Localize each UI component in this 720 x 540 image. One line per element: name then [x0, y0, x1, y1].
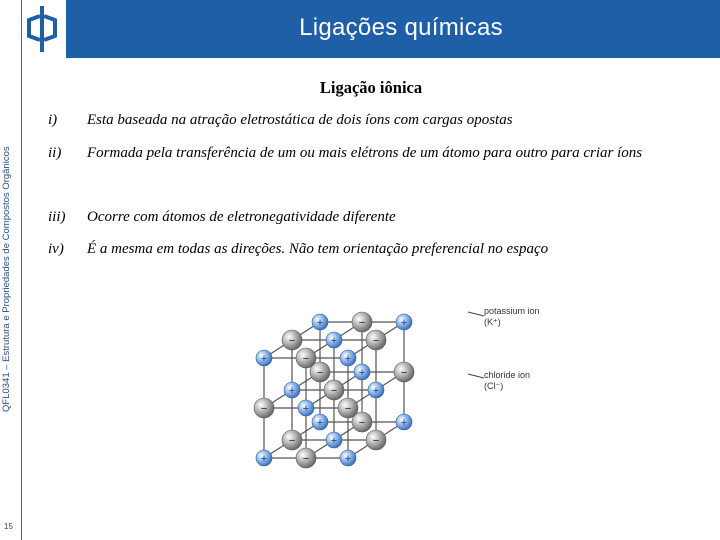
item-text: Ocorre com átomos de eletronegatividade diferente	[87, 209, 396, 225]
plus-sign: +	[372, 385, 380, 397]
minus-sign: −	[358, 417, 366, 429]
logo-icon	[25, 6, 59, 52]
university-logo	[22, 0, 66, 58]
minus-sign: −	[288, 335, 296, 347]
potassium-formula: (K⁺)	[484, 317, 501, 327]
crystal-lattice-diagram	[236, 268, 546, 498]
list-item	[48, 112, 698, 135]
plus-sign: +	[330, 435, 338, 447]
item-text: Esta baseada na atração eletrostática de dois íons com cargas opostas	[87, 112, 513, 128]
minus-sign: −	[316, 367, 324, 379]
minus-sign: −	[302, 353, 310, 365]
potassium-label: potassium ion	[484, 306, 540, 316]
item-number: ii)	[48, 145, 62, 161]
plus-sign: +	[358, 367, 366, 379]
plus-sign: +	[260, 353, 268, 365]
chloride-label: chloride ion	[484, 370, 531, 380]
plus-sign: +	[400, 317, 408, 329]
item-text: É a mesma em todas as direções. Não tem orientação preferencial no espaço	[87, 241, 549, 257]
minus-sign: −	[400, 367, 408, 379]
plus-sign: +	[260, 453, 268, 465]
plus-sign: +	[288, 385, 296, 397]
minus-sign: −	[288, 435, 296, 447]
plus-sign: +	[302, 403, 310, 415]
list-item	[48, 145, 698, 168]
page-number: 15	[4, 522, 13, 531]
plus-sign: +	[344, 453, 352, 465]
slide-title: Ligações químicas	[299, 14, 503, 41]
list-item	[48, 241, 698, 264]
minus-sign: −	[260, 403, 268, 415]
minus-sign: −	[302, 453, 310, 465]
plus-sign: +	[344, 353, 352, 365]
minus-sign: −	[330, 385, 338, 397]
item-number: iv)	[48, 241, 64, 257]
minus-sign: −	[344, 403, 352, 415]
minus-sign: −	[358, 317, 366, 329]
minus-sign: −	[372, 435, 380, 447]
plus-sign: +	[400, 417, 408, 429]
chloride-formula: (Cl⁻)	[484, 381, 504, 391]
item-number: iii)	[48, 209, 66, 225]
header-band	[22, 0, 720, 58]
minus-sign: −	[372, 335, 380, 347]
section-title: Ligação iônica	[319, 78, 423, 97]
ionic-crystal-lattice-figure	[236, 268, 546, 498]
item-text: Formada pela transferência de um ou mais elétrons de um átomo para outro para criar íons	[87, 145, 643, 161]
plus-sign: +	[330, 335, 338, 347]
plus-sign: +	[316, 417, 324, 429]
list-item	[48, 209, 698, 232]
item-number: i)	[48, 112, 58, 128]
course-title: QFL0341 – Estrutura e Propriedades de Compostos Orgânicos	[1, 146, 12, 412]
plus-sign: +	[316, 317, 324, 329]
